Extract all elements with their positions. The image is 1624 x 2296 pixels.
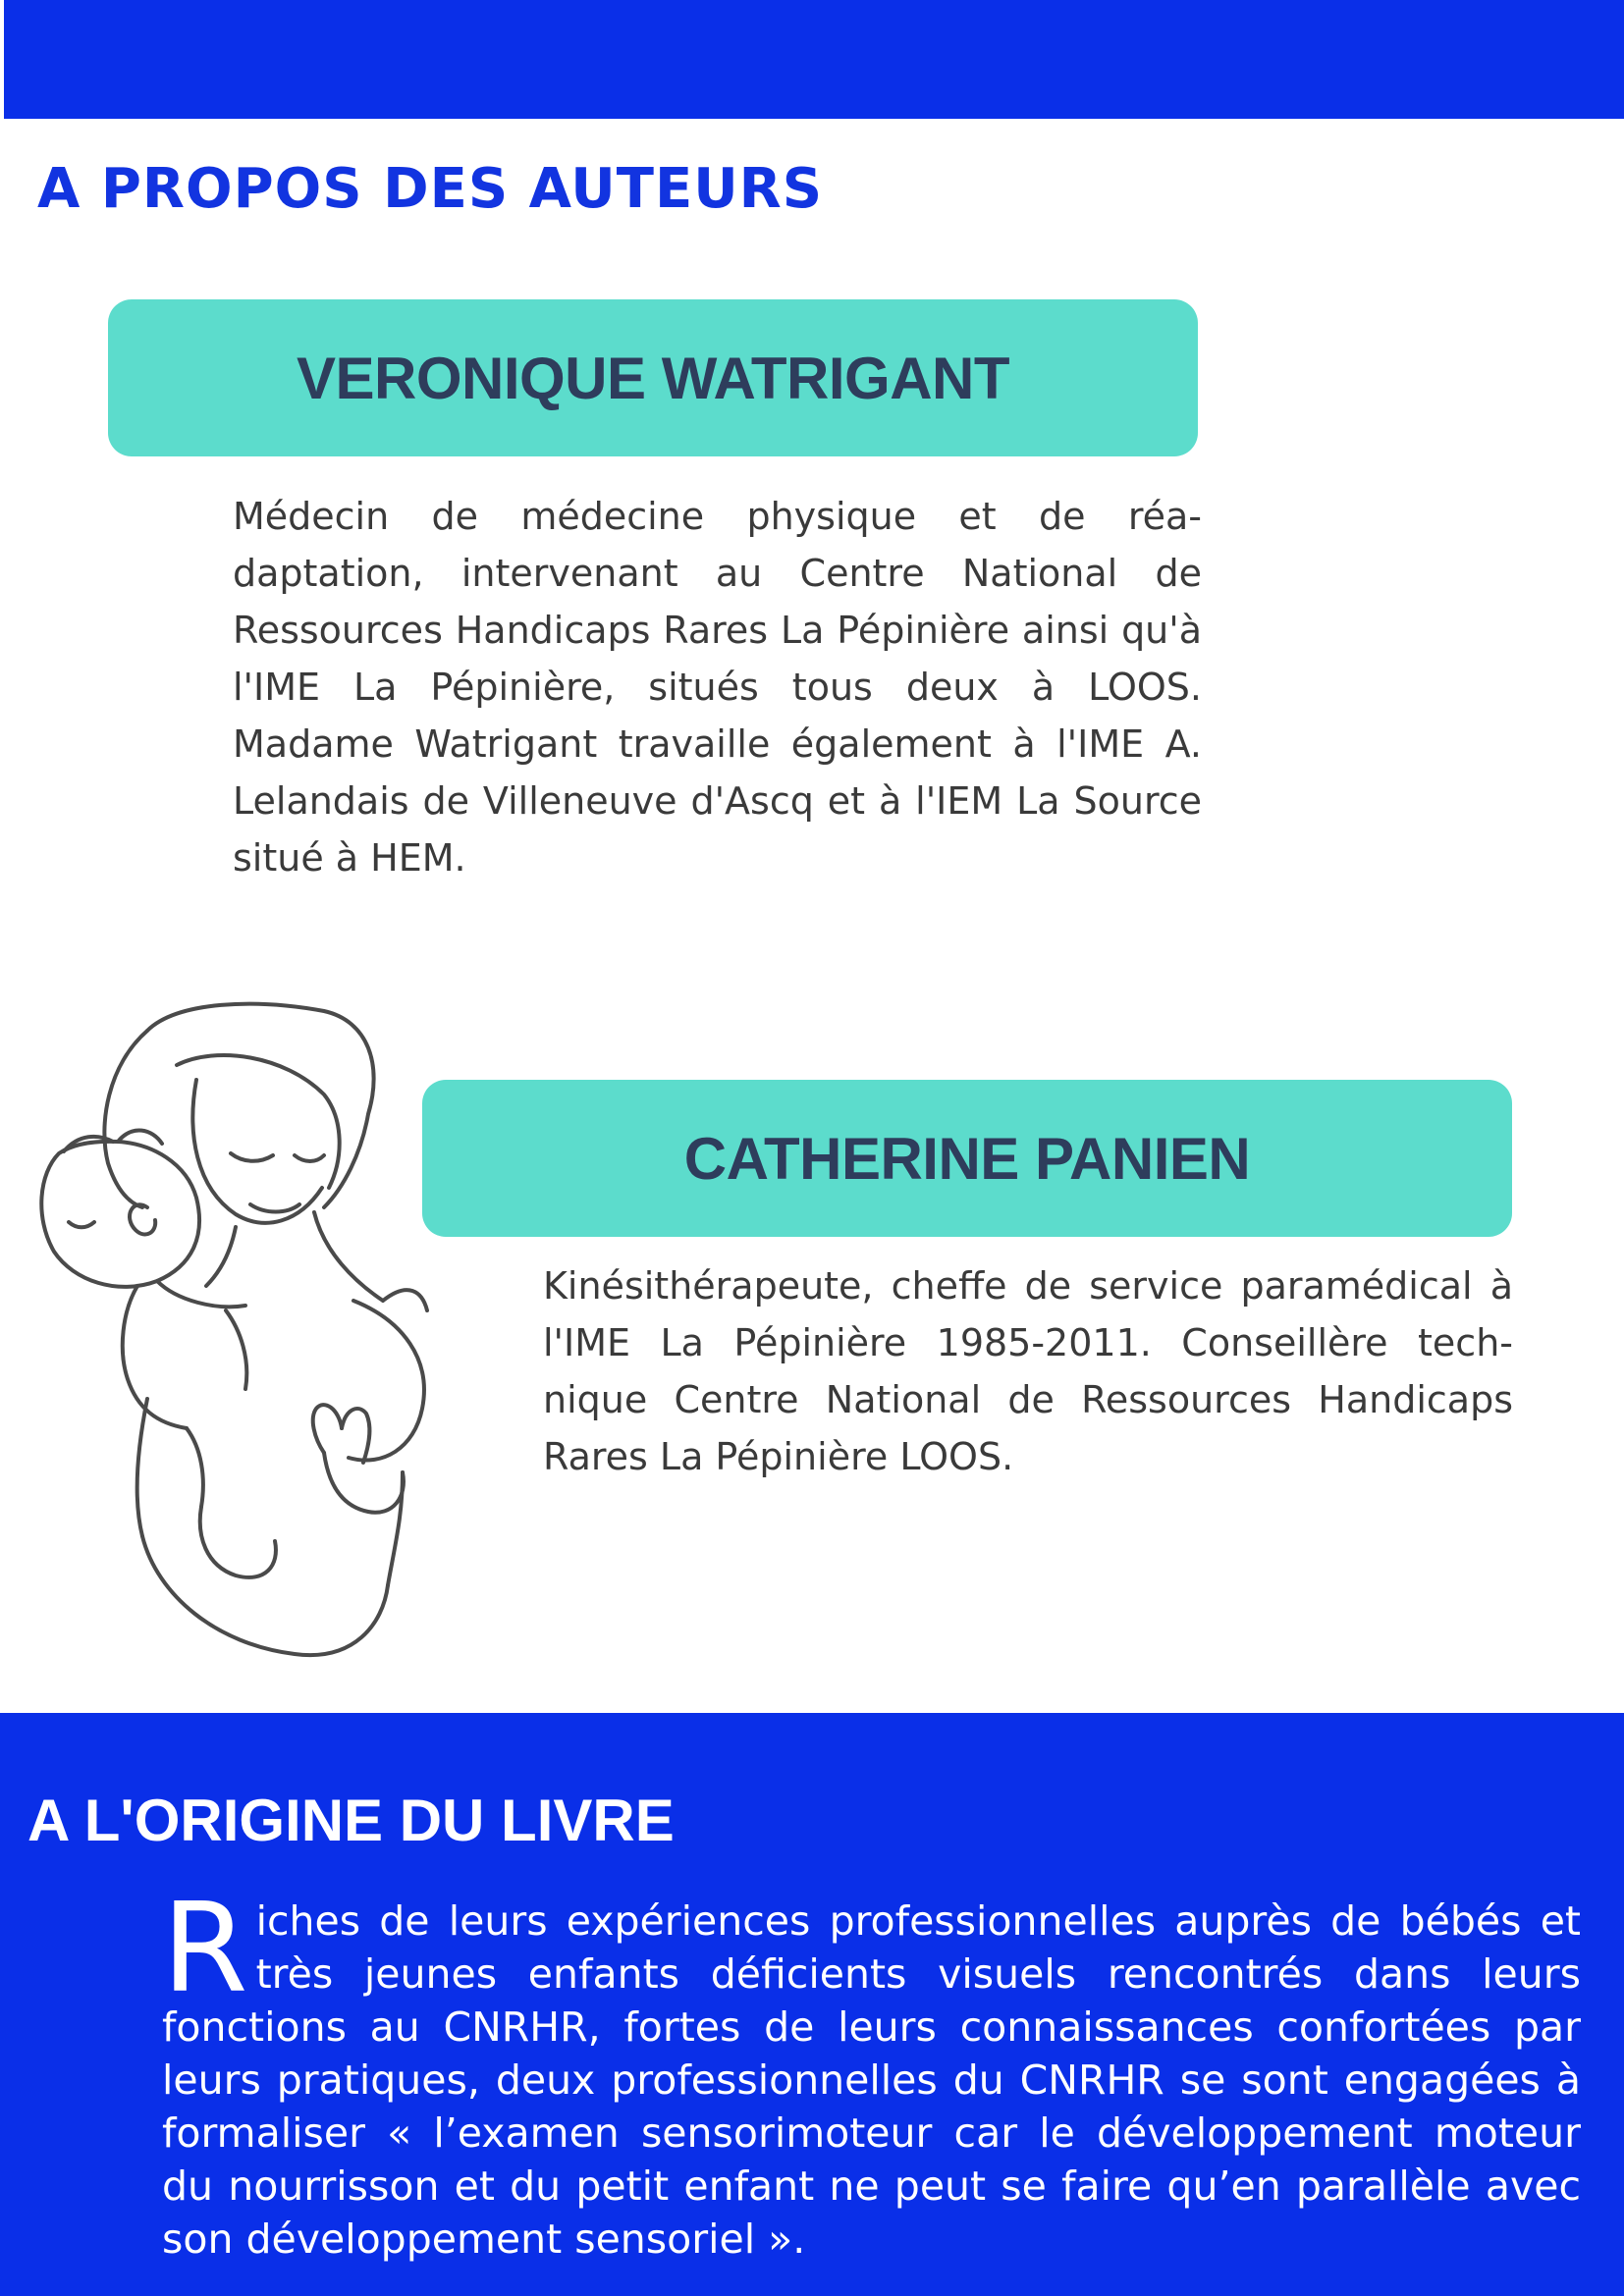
top-banner (4, 0, 1624, 119)
origin-title: A L'ORIGINE DU LIVRE (27, 1788, 675, 1853)
author-name: VERONIQUE WATRIGANT (296, 345, 1010, 411)
drop-cap: R (162, 1876, 248, 2020)
origin-text: iches de leurs expériences professionnelles auprès de bébés et très jeunes enfants déficients visuels rencontrés dans leurs fonctions au CNRHR, fortes de leurs connaissances confortées par leurs pratiques, deux professionnelles du CNRHR se sont engagées à formaliser « l’examen sensorimoteur car le développement moteur du nourrisson et du petit enfant ne peut se faire qu’en parallèle avec son développement sensoriel ». (162, 1897, 1581, 2263)
author-name-box-panien (422, 1080, 1512, 1237)
origin-paragraph (162, 1876, 1581, 2266)
author-name-box-watrigant (108, 299, 1198, 456)
author-bio: Kinésithérapeute, cheffe de service paramédical à l'IME La Pépinière 1985-2011. Conseillère tech-nique Centre National de Ressources Handicaps Rares La Pépinière LOOS. (543, 1264, 1513, 1478)
author-name: CATHERINE PANIEN (683, 1125, 1251, 1192)
mother-holding-baby-icon (29, 987, 452, 1688)
author-bio: Médecin de médecine physique et de réa-daptation, intervenant au Centre National de Ressources Handicaps Rares La Pépinière ainsi qu'à l'IME La Pépinière, situés tous deux à LOOS. Madame Watrigant travaille également à l'IME A. Lelandais de Villeneuve d'Ascq et à l'IEM La Source situé à HEM. (233, 495, 1202, 880)
section-title: A PROPOS DES AUTEURS (37, 157, 824, 221)
